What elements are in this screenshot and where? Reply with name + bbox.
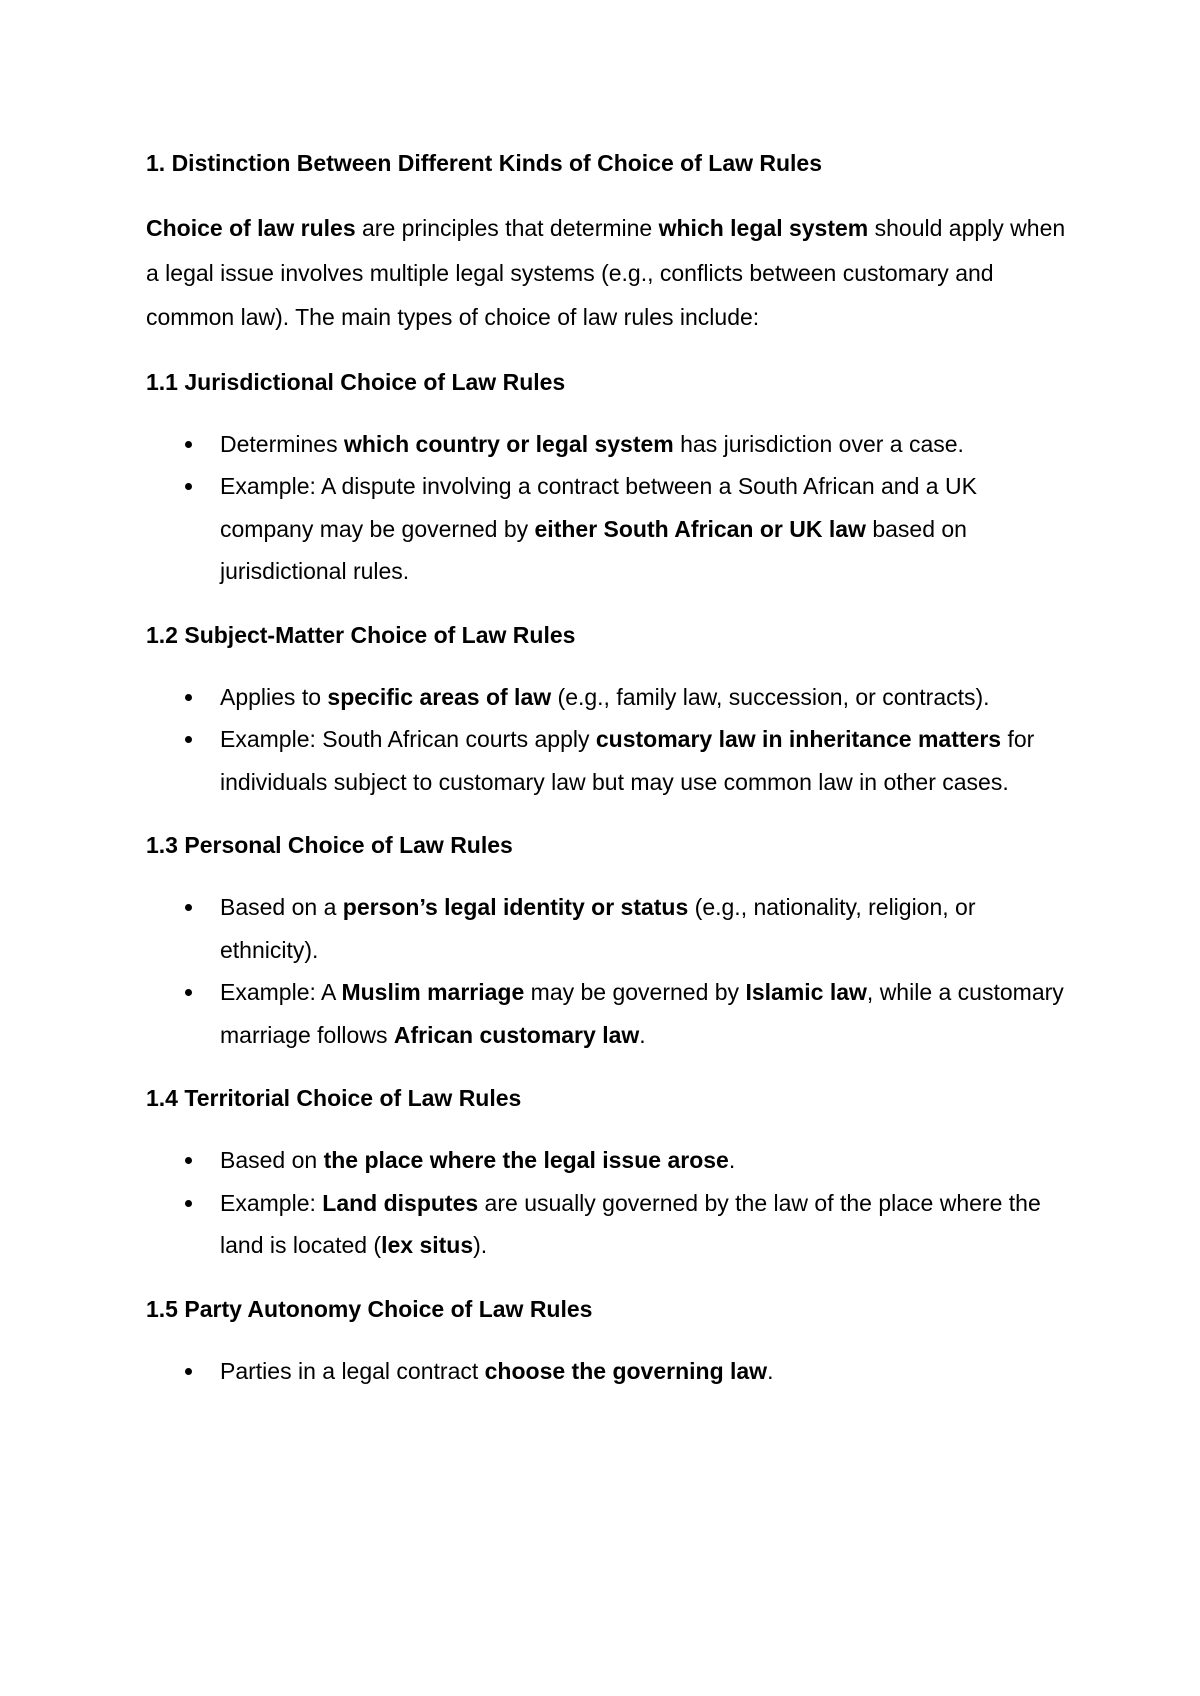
text-run: should apply when a legal issue involves multiple legal systems (e.g., conflicts between customary and common law). The main types of choice of law rules include: [146,215,1066,330]
bold-text: customary law in inheritance matters [595,726,1002,752]
text-run: , while a customary marriage follows [220,979,1064,1048]
text-run: Example: A dispute involving a contract between a South African and a UK company may be governed by [220,473,977,542]
text-run: has jurisdiction over a case. [673,430,964,457]
bullet-list [146,886,1076,1056]
bullet-item [146,676,1076,719]
bullet-item [146,971,1076,1056]
text-run: are principles that determine [355,215,659,241]
text-run: Based on a [220,894,343,920]
bullet-dot-icon [185,694,192,701]
bullet-list [146,423,1076,593]
bold-text: Islamic law [745,979,867,1005]
bullet-dot-icon [185,736,192,743]
text-run: (e.g., family law, succession, or contracts). [551,683,990,710]
bullet-dot-icon [185,1157,192,1164]
text-run: . [639,1021,646,1048]
bold-text: which legal system [658,215,869,241]
text-run: are usually governed by the law of the place where the land is located ( [220,1189,1041,1258]
bullet-item [146,1139,1076,1182]
bold-text: Land disputes [322,1189,479,1216]
bold-text: African customary law [393,1021,640,1048]
text-run: Example: A [220,979,342,1005]
text-run: . [767,1357,774,1384]
section-heading: 1.4 Territorial Choice of Law Rules [146,1085,522,1111]
text-run: Parties in a legal contract [220,1357,485,1384]
bullet-item [146,1350,1076,1393]
bold-text: the place where the legal issue arose [323,1147,729,1173]
bullet-item [146,1182,1076,1267]
bullet-item [146,423,1076,466]
text-run: . [728,1147,736,1173]
bullet-dot-icon [185,989,192,996]
text-run: for individuals subject to customary law but may use common law in other cases. [220,726,1035,795]
bullet-list [146,676,1076,804]
bold-text: which country or legal system [343,430,674,457]
bullet-item [146,886,1076,971]
bullet-dot-icon [185,1200,192,1207]
text-run: Applies to [220,683,328,710]
text-run: may be governed by [524,979,746,1005]
bold-text: specific areas of law [327,683,552,710]
bold-text: choose the governing law [484,1357,768,1384]
text-run: Example: South African courts apply [220,726,596,752]
text-run: Determines [220,430,344,457]
text-run: ). [473,1232,488,1258]
bold-text: Choice of law rules [146,215,356,241]
sections-container [146,365,1076,1393]
bullet-list [146,1139,1076,1267]
bold-text: either South African or UK law [534,515,866,542]
section-heading: 1.5 Party Autonomy Choice of Law Rules [146,1295,593,1322]
section-heading: 1.3 Personal Choice of Law Rules [146,832,513,858]
bullet-list [146,1350,1076,1393]
bold-text: lex situs [381,1232,474,1258]
text-run: based on jurisdictional rules. [220,515,967,584]
text-run: Example: [220,1189,323,1216]
bullet-item [146,718,1076,803]
text-run: Based on [220,1147,324,1173]
bullet-dot-icon [185,904,192,911]
bullet-dot-icon [185,483,192,490]
document-title: 1. Distinction Between Different Kinds of Choice of Law Rules [146,150,823,176]
bullet-dot-icon [185,1368,192,1375]
text-run: (e.g., nationality, religion, or ethnicity). [220,894,976,963]
document-content [146,146,1076,1392]
bullet-item [146,465,1076,593]
section-heading: 1.1 Jurisdictional Choice of Law Rules [146,368,566,395]
bold-text: person’s legal identity or status [342,894,689,920]
bullet-dot-icon [185,441,192,448]
section-heading: 1.2 Subject-Matter Choice of Law Rules [146,621,576,648]
bold-text: Muslim marriage [341,979,525,1005]
intro-paragraph [146,206,1076,340]
